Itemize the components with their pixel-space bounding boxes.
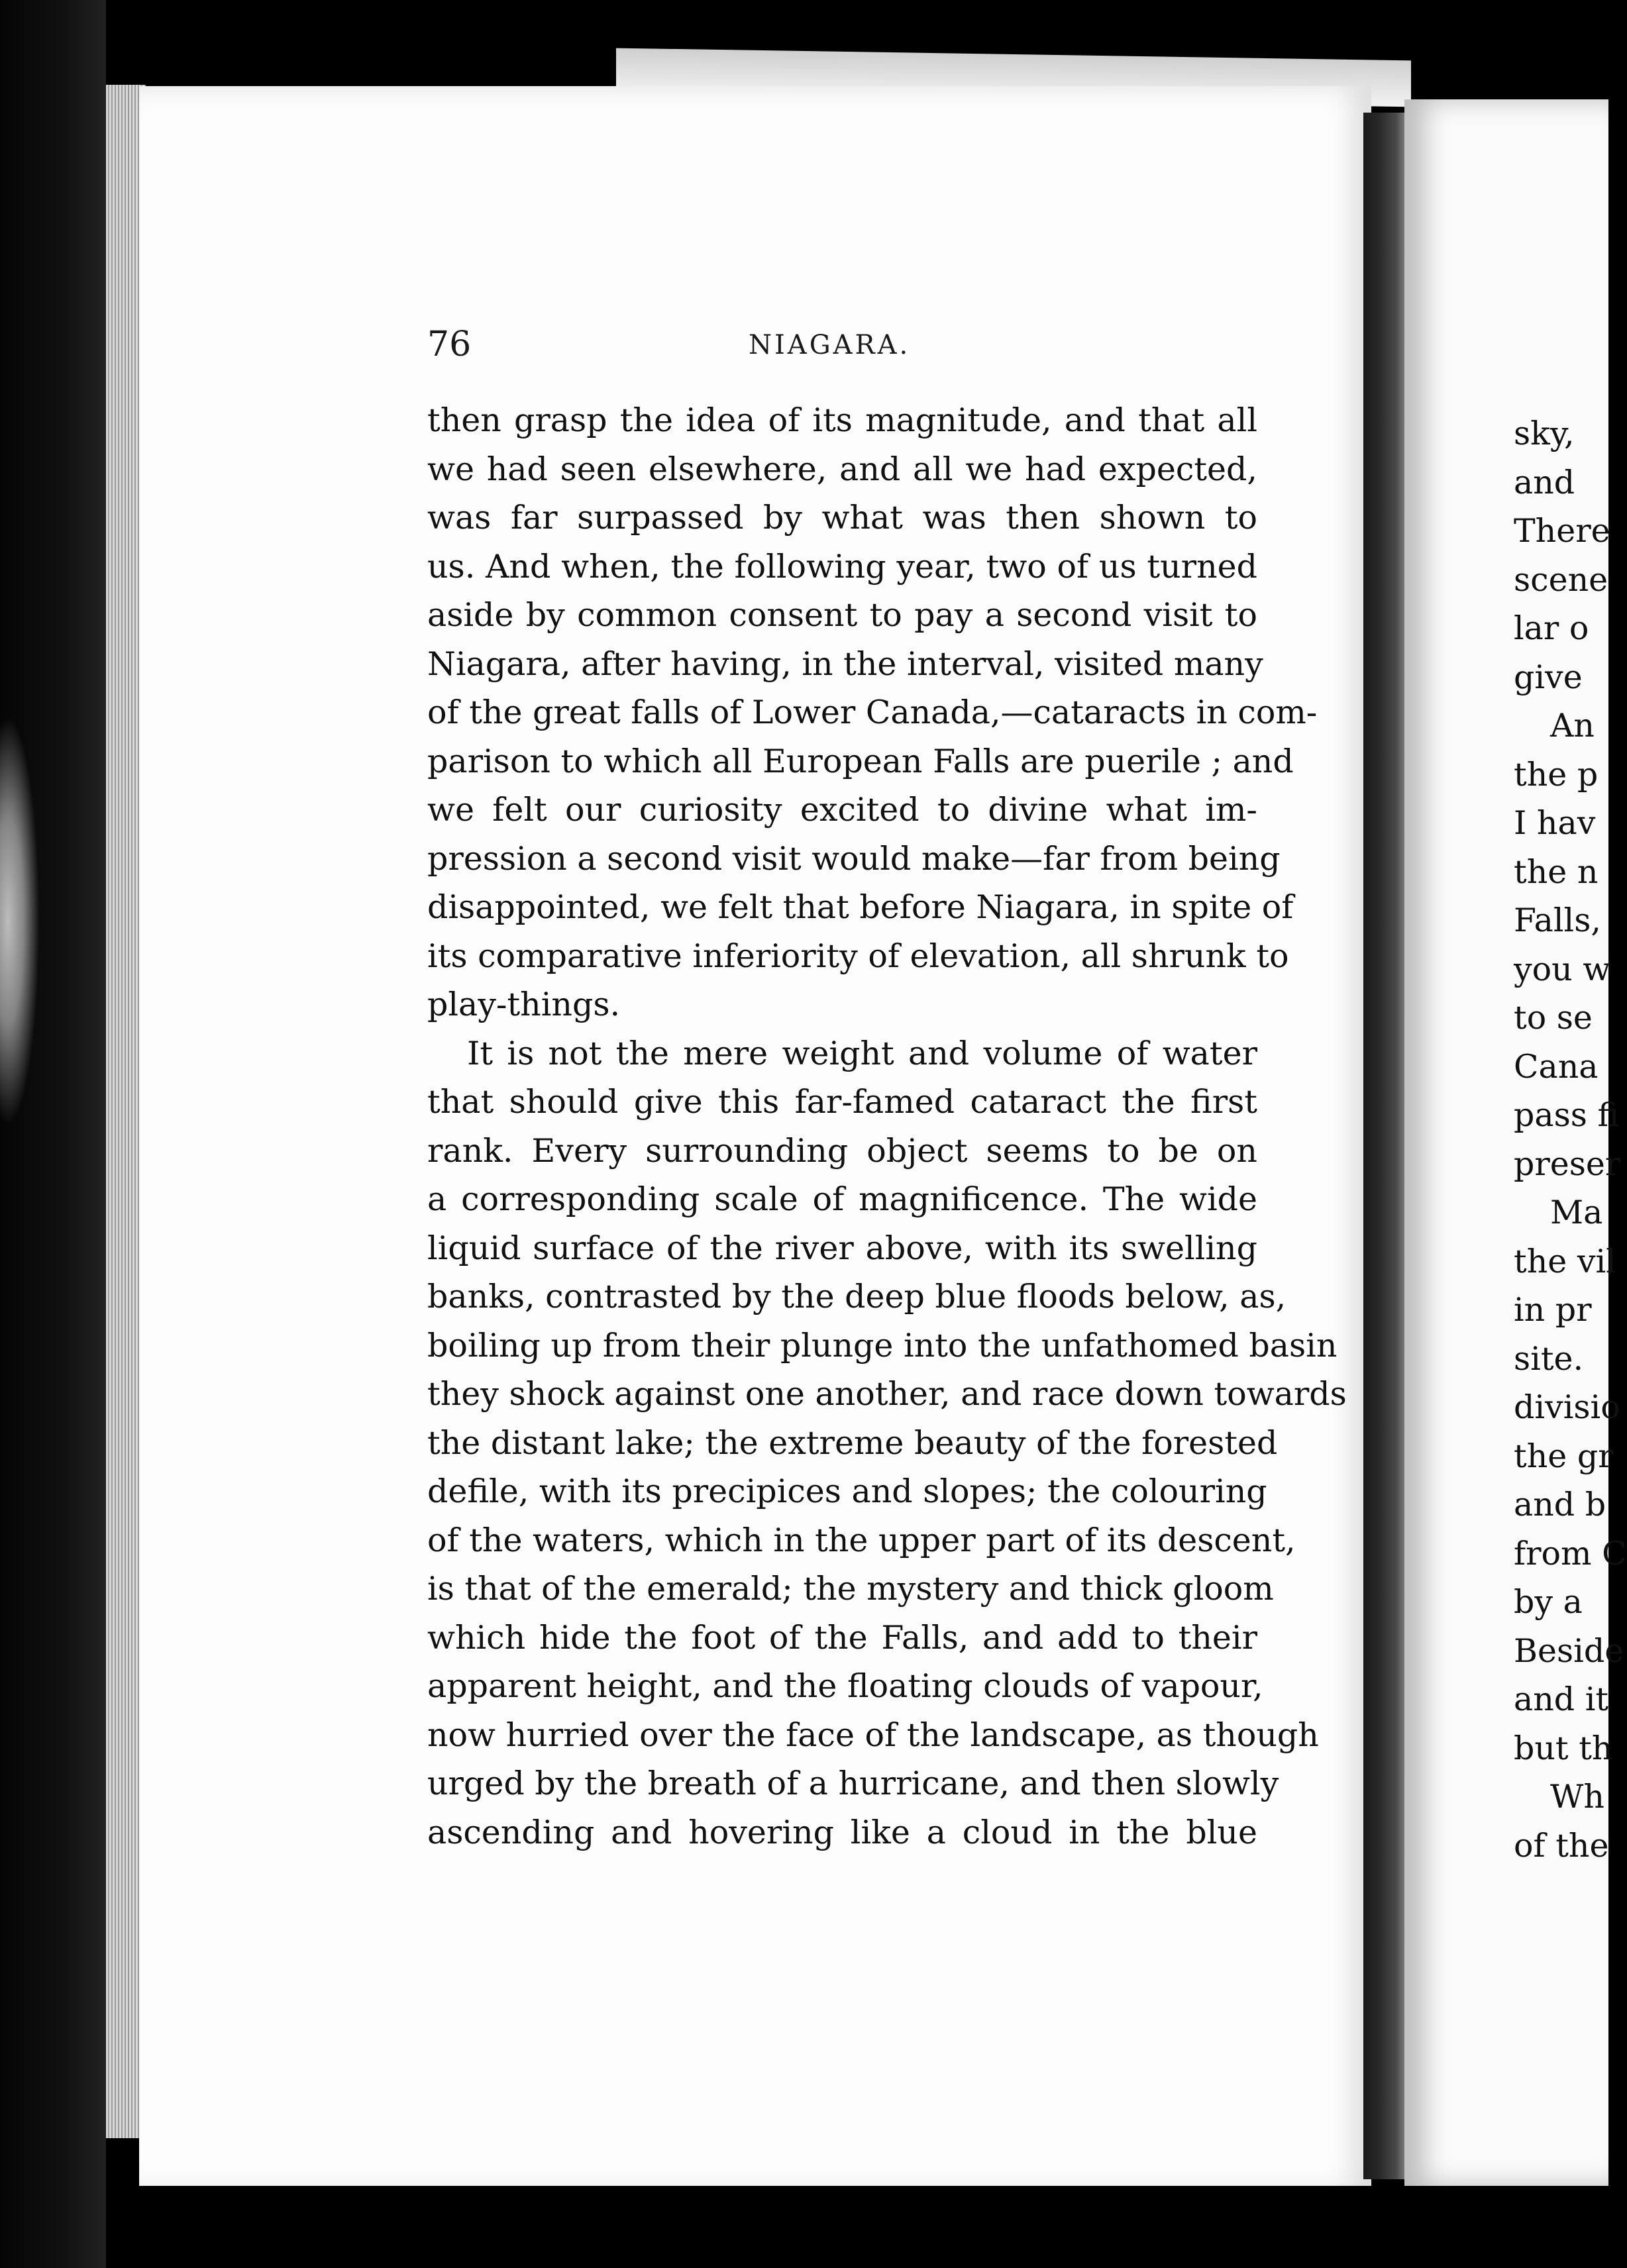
text-line: then grasp the idea of its magnitude, and that all [427,401,1257,439]
text-fragment: of the [1514,1826,1609,1865]
text-fragment: from C [1514,1534,1627,1572]
text-line: was far surpassed by what was then shown to [427,499,1257,537]
text-line: us. And when, the following year, two of us turned [427,547,1257,586]
text-line: ascending and hovering like a cloud in the blue [427,1813,1257,1851]
text-line: which hide the foot of the Falls, and add to their [427,1618,1257,1657]
text-fragment: in pr [1514,1291,1592,1329]
text-line: urged by the breath of a hurricane, and then slowly [427,1765,1279,1802]
page-number: 76 [427,325,472,364]
body-text [427,396,1347,1857]
text-fragment: and b [1514,1486,1606,1523]
text-fragment: site. [1514,1339,1584,1378]
scan-stain [0,715,40,1126]
scan-border-left [0,0,106,2268]
text-line: we had seen elsewhere, and all we had expected, [427,450,1257,488]
text-line: that should give this far-famed cataract the first [427,1083,1257,1121]
text-fragment: the gr [1514,1437,1614,1475]
text-line: banks, contrasted by the deep blue floods below, as, [427,1278,1286,1315]
text-fragment: by a [1514,1583,1583,1621]
text-fragment: Falls, [1514,902,1601,939]
text-line: a corresponding scale of magnificence. The wide [427,1180,1257,1218]
text-fragment: and it [1514,1680,1609,1718]
text-fragment: scene [1514,560,1608,599]
text-fragment: There [1514,512,1610,550]
running-title: NIAGARA. [749,330,911,360]
text-fragment: An [1550,707,1595,745]
text-line: rank. Every surrounding object seems to be on [427,1131,1257,1170]
scan-border-bottom [106,2186,1608,2268]
text-fragment: and [1514,463,1575,501]
text-line: boiling up from their plunge into the unfathomed basin [427,1326,1338,1365]
text-fragment: pass fi [1514,1096,1620,1134]
text-line: apparent height, and the floating clouds of vapour, [427,1667,1263,1705]
text-fragment: sky, [1514,415,1575,452]
text-line: It is not the mere weight and volume of water [467,1034,1257,1072]
text-fragment: Ma [1550,1194,1603,1231]
text-line: of the great falls of Lower Canada,—cataracts in com- [427,694,1318,731]
text-line: parison to which all European Falls are puerile ; and [427,742,1294,780]
text-line: the distant lake; the extreme beauty of the forested [427,1423,1278,1462]
text-line: of the waters, which in the upper part of its descent, [427,1521,1296,1559]
text-fragment: the vil [1514,1242,1616,1280]
text-line: aside by common consent to pay a second visit to [427,596,1257,634]
text-line: play-things. [427,986,621,1023]
text-fragment: I hav [1514,804,1596,842]
text-fragment: Cana [1514,1047,1599,1086]
right-page-text-fragments [1514,409,1627,1870]
text-fragment: to se [1514,999,1593,1037]
text-line: disappointed, we felt that before Niagara, in spite of [427,888,1294,926]
text-fragment: Beside [1514,1631,1624,1670]
text-fragment: divisio [1514,1388,1620,1426]
text-fragment: lar o [1514,609,1589,647]
text-fragment: but th [1514,1729,1613,1767]
text-fragment: the n [1514,852,1599,891]
text-line: pression a second visit would make—far from being [427,839,1281,878]
text-line: we felt our curiosity excited to divine what im- [427,791,1257,829]
text-line: is that of the emerald; the mystery and thick gloom [427,1570,1274,1608]
text-line: its comparative inferiority of elevation, all shrunk to [427,937,1289,975]
text-fragment: Wh [1550,1778,1604,1816]
text-line: they shock against one another, and race down towards [427,1375,1347,1413]
text-line: now hurried over the face of the landscape, as though [427,1716,1319,1754]
text-line: Niagara, after having, in the interval, visited many [427,644,1263,683]
book-gutter [1363,113,1404,2179]
text-fragment: give [1514,658,1583,696]
text-fragment: the p [1514,755,1599,794]
text-fragment: preser [1514,1145,1621,1183]
text-line: liquid surface of the river above, with its swelling [427,1229,1257,1267]
running-head [427,325,1257,364]
text-fragment: you w [1514,950,1611,988]
text-line: defile, with its precipices and slopes; the colouring [427,1472,1267,1510]
